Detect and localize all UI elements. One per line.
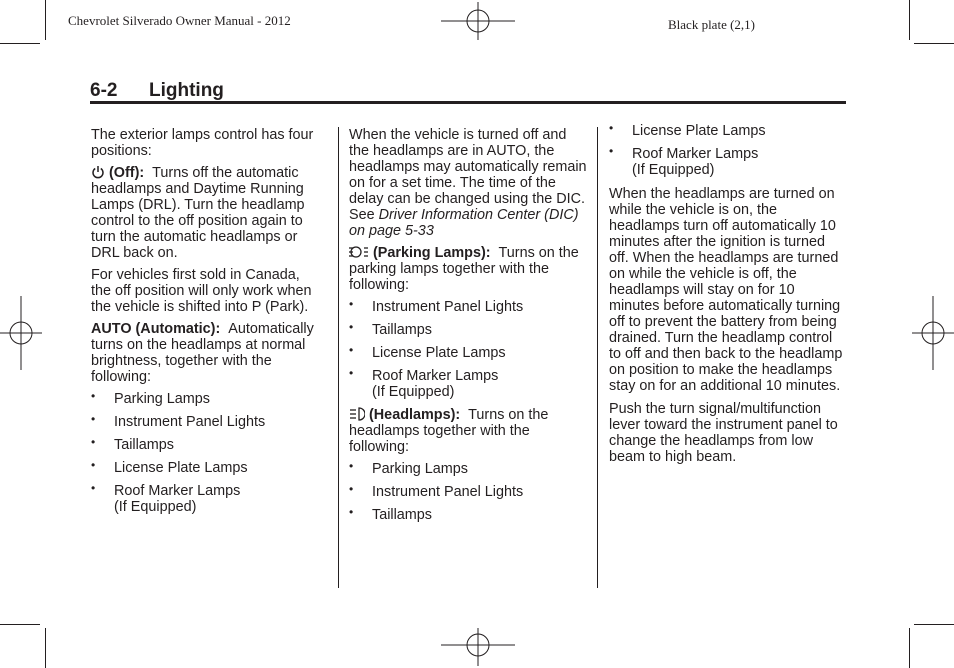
parking-paragraph	[349, 245, 587, 293]
column-divider	[597, 127, 598, 588]
list-item-note: (If Equipped)	[372, 384, 455, 400]
crop-mark	[45, 0, 46, 40]
auto-text: Automatically turns on the headlamps at normal brightness, together with the following:	[91, 321, 314, 385]
list-item: • Taillamps	[349, 507, 587, 523]
dic-reference: Driver Information Center (DIC) on page 5-33	[349, 207, 579, 239]
list-item: • Parking Lamps	[349, 461, 587, 477]
crop-mark	[45, 628, 46, 668]
list-item: • Taillamps	[91, 437, 323, 453]
section-number: 6-2	[90, 80, 118, 101]
list-item: • License Plate Lamps	[609, 123, 845, 139]
section-rule	[90, 101, 846, 104]
headlamps-list	[349, 461, 587, 523]
parking-label: (Parking Lamps):	[373, 245, 491, 261]
list-item-note: (If Equipped)	[632, 162, 715, 178]
list-item: • Taillamps	[349, 322, 587, 338]
list-item: • Instrument Panel Lights	[349, 299, 587, 315]
parking-lamps-icon	[349, 245, 369, 259]
column-1	[91, 127, 323, 522]
section-title: Lighting	[149, 80, 224, 101]
crop-mark	[0, 43, 40, 44]
off-text: Turns off the automatic headlamps and Daytime Running Lamps (DRL). Turn the headlamp control to the off position again to turn the automatic headlamps or DRL back on.	[91, 165, 305, 261]
registration-mark-top	[441, 0, 515, 42]
delay-paragraph	[349, 127, 587, 239]
registration-mark-bottom	[441, 628, 515, 668]
crop-mark	[909, 628, 910, 668]
intro-paragraph: The exterior lamps control has four positions:	[91, 127, 314, 159]
parking-text: Turns on the parking lamps together with the following:	[349, 245, 579, 293]
crop-mark	[0, 624, 40, 625]
list-item: • Instrument Panel Lights	[349, 484, 587, 500]
list-item	[349, 368, 587, 400]
list-item-label: Roof Marker Lamps	[114, 483, 241, 499]
headlamps-label: (Headlamps):	[369, 407, 461, 423]
headlamps-icon	[349, 407, 365, 421]
continued-list	[609, 123, 845, 178]
list-item	[609, 146, 845, 178]
off-paragraph	[91, 165, 323, 261]
list-item: • Parking Lamps	[91, 391, 323, 407]
auto-off-paragraph: When the headlamps are turned on while the vehicle is on, the headlamps turn off automatically 10 minutes after the ignition is turned off. When the headlamps are turned on while the vehicle is off, the headlamps will stay on for 10 minutes before automatically turning off to prevent the battery from being drained. Turn the headlamp control to off and then back to the headlamp on position to make the headlamps stay on for an additional 10 minutes.	[609, 186, 843, 394]
column-3	[609, 123, 845, 471]
list-item: • License Plate Lamps	[91, 460, 323, 476]
canada-paragraph: For vehicles first sold in Canada, the off position will only work when the vehicle is shifted into P (Park).	[91, 267, 312, 315]
power-off-icon	[91, 165, 105, 179]
crop-mark	[909, 0, 910, 40]
headlamps-text: Turns on the headlamps together with the following:	[349, 407, 549, 455]
manual-title: Chevrolet Silverado Owner Manual - 2012	[68, 13, 291, 28]
plate-label: Black plate (2,1)	[668, 17, 755, 32]
crop-mark	[914, 43, 954, 44]
off-label: (Off):	[109, 165, 145, 181]
auto-paragraph	[91, 321, 323, 385]
registration-mark-left	[0, 296, 42, 370]
auto-list	[91, 391, 323, 515]
auto-label: AUTO (Automatic):	[91, 321, 221, 337]
delay-text: When the vehicle is turned off and the headlamps are in AUTO, the headlamps may automatically remain on for a set time. The time of the delay can be changed using the DIC. See	[349, 127, 587, 223]
registration-mark-right	[912, 296, 954, 370]
parking-list	[349, 299, 587, 400]
headlamps-paragraph	[349, 407, 587, 455]
list-item-label: Roof Marker Lamps	[632, 146, 759, 162]
list-item-note: (If Equipped)	[114, 499, 197, 515]
column-divider	[338, 127, 339, 588]
crop-mark	[914, 624, 954, 625]
list-item	[91, 483, 323, 515]
list-item: • Instrument Panel Lights	[91, 414, 323, 430]
column-2	[349, 127, 587, 530]
high-beam-paragraph: Push the turn signal/multifunction lever toward the instrument panel to change the headlamps from low beam to high beam.	[609, 401, 838, 465]
list-item: • License Plate Lamps	[349, 345, 587, 361]
list-item-label: Roof Marker Lamps	[372, 368, 499, 384]
